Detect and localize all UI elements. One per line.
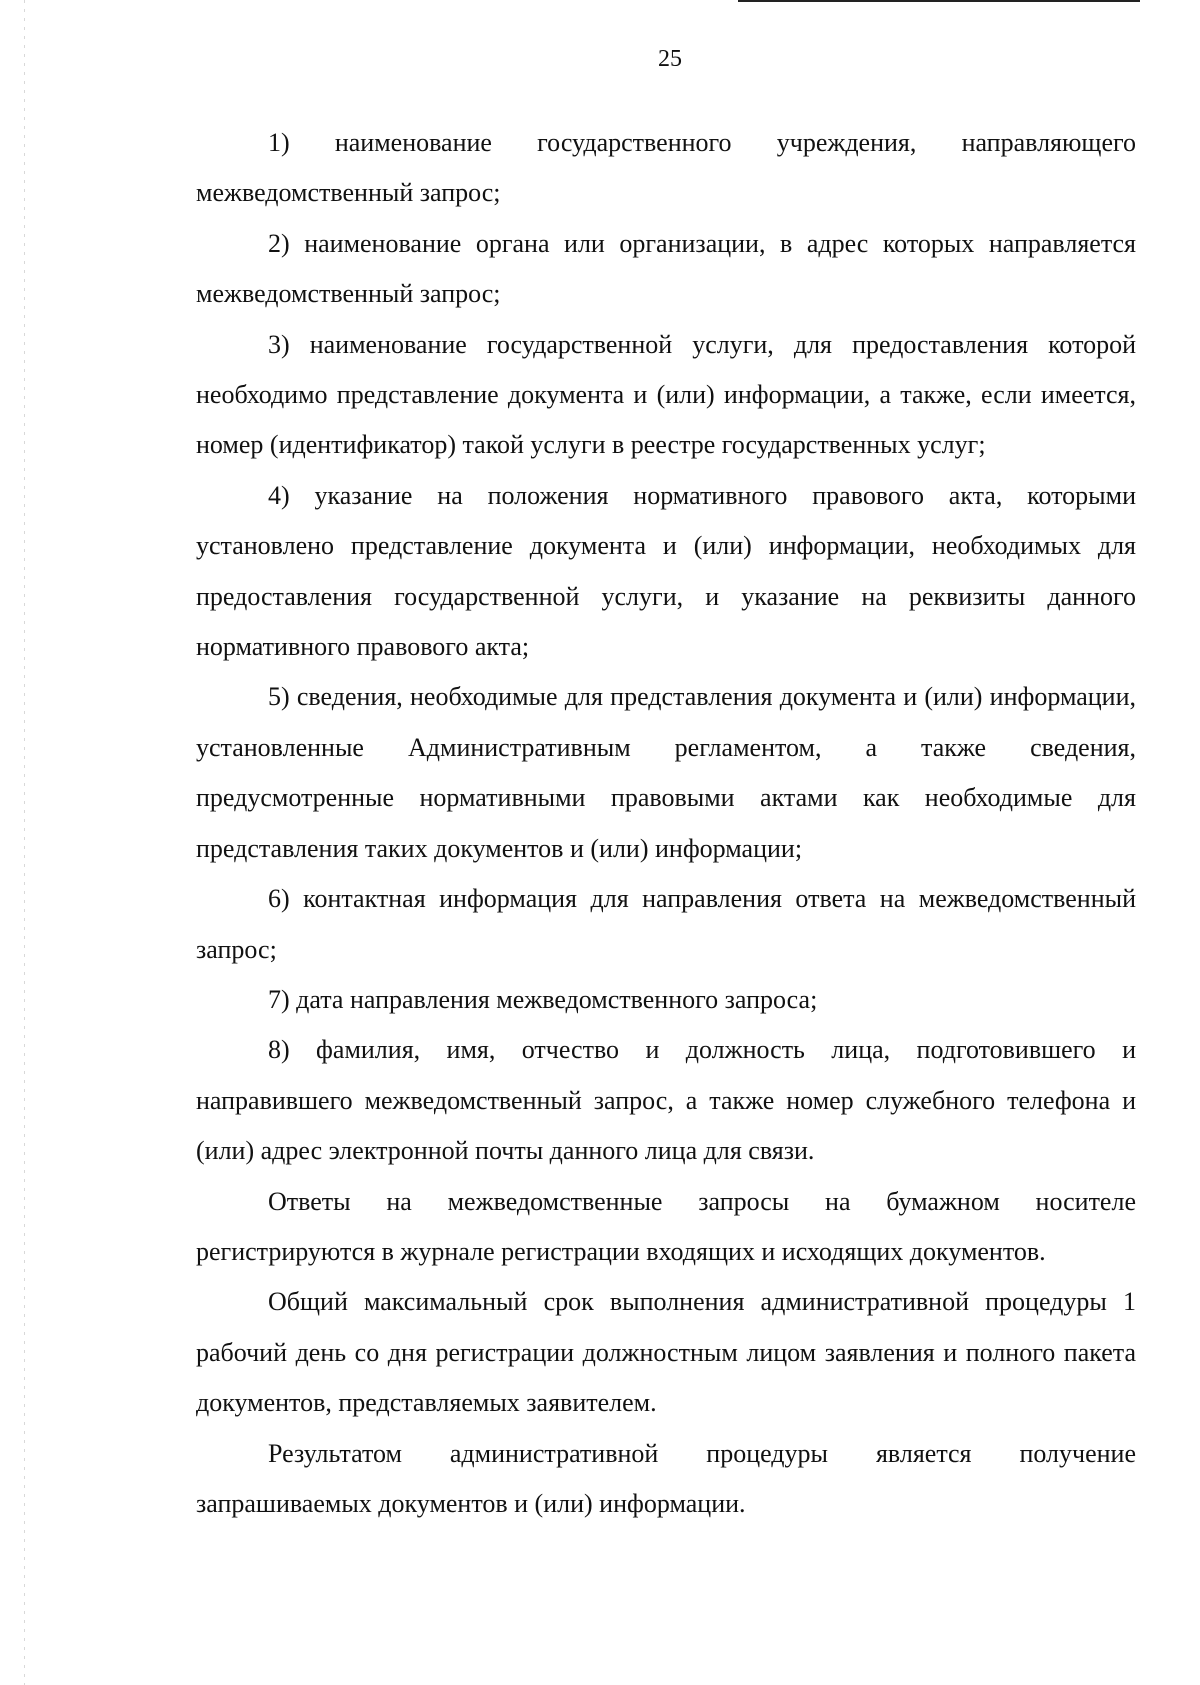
page-number: 25 (658, 46, 682, 72)
list-item-6: 6) контактная информация для направления ответа на межведомственный запрос; (196, 884, 1136, 964)
list-item-2: 2) наименование органа или организации, в адрес которых направляется межведомственный запрос; (196, 228, 1136, 309)
paragraph-deadline: Общий максимальный срок выполнения административной процедуры 1 рабочий день со дня регистрации должностным лицом заявления и полного пакета документов, представляемых заявителем. (196, 1287, 1136, 1418)
list-item-3: 3) наименование государственной услуги, для предоставления которой необходимо представление документа и (или) информации, а также, если имеется, номер (идентификатор) такой услуги в реестре государственных услуг; (196, 329, 1136, 460)
list-item-5: 5) сведения, необходимые для представления документа и (или) информации, установленные Административным регламентом, а также сведения, предусмотренные нормативными правовыми актами как необходимые для представления таких документов и (или) информации; (196, 682, 1136, 863)
list-item-7: 7) дата направления межведомственного запроса; (268, 984, 818, 1014)
paragraph-responses: Ответы на межведомственные запросы на бумажном носителе регистрируются в журнале регистрации входящих и исходящих документов. (196, 1186, 1136, 1266)
scan-edge-mark (24, 0, 25, 1685)
list-item-4: 4) указание на положения нормативного правового акта, которыми установлено представление документа и (или) информации, необходимых для предоставления государственной услуги, и указание на реквизиты данного нормативного правового акта; (196, 480, 1136, 662)
paragraph-result: Результатом административной процедуры является получение запрашиваемых документов и (или) информации. (196, 1438, 1136, 1518)
top-border-line (738, 0, 1140, 2)
document-body (196, 118, 1136, 1529)
list-item-8: 8) фамилия, имя, отчество и должность лица, подготовившего и направившего межведомственный запрос, а также номер служебного телефона и (или) адрес электронной почты данного лица для связи. (196, 1035, 1136, 1166)
list-item-1: 1) наименование государственного учреждения, направляющего межведомственный запрос; (196, 128, 1136, 208)
